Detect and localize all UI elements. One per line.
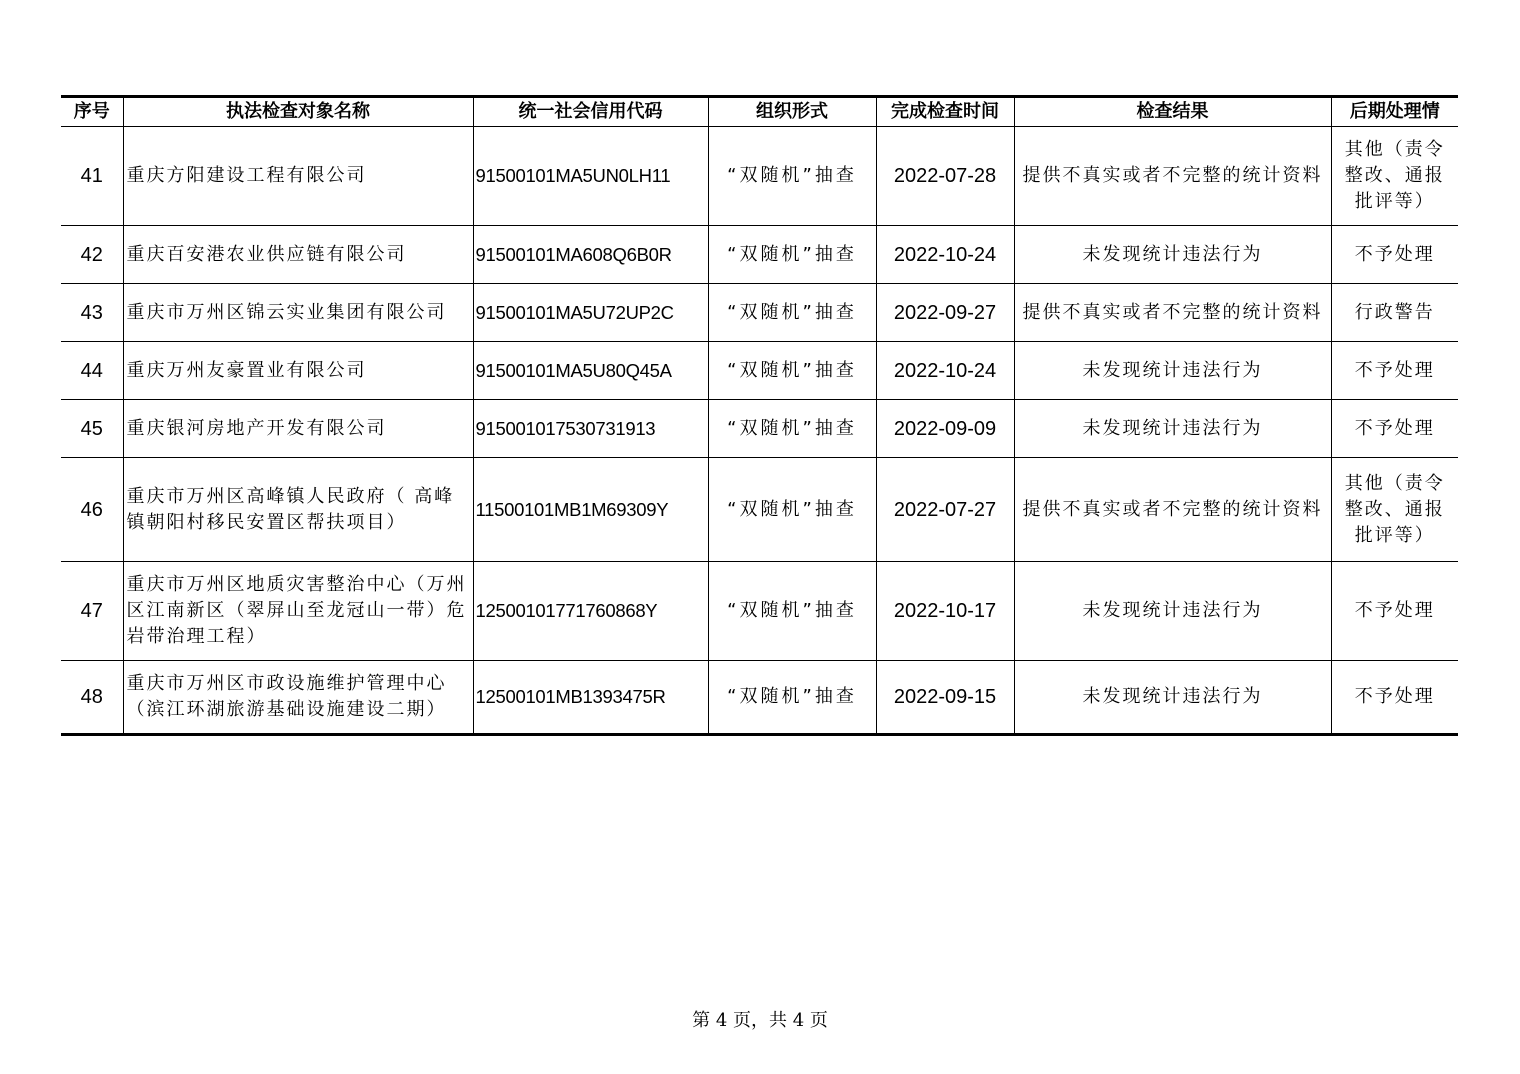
cell-follow-up: 不予处理: [1331, 226, 1458, 284]
cell-follow-up: 其他（责令整改、通报批评等）: [1331, 458, 1458, 562]
table-row: [61, 400, 1458, 458]
table-row: [61, 127, 1458, 226]
cell-org-form: “双随机”抽查: [708, 127, 876, 226]
cell-follow-up: 不予处理: [1331, 342, 1458, 400]
cell-target-name: 重庆市万州区市政设施维护管理中心（滨江环湖旅游基础设施建设二期）: [123, 661, 473, 735]
cell-credit-code: 11500101MB1M69309Y: [473, 458, 708, 562]
cell-org-form: “双随机”抽查: [708, 562, 876, 661]
cell-target-name: 重庆市万州区高峰镇人民政府（ 高峰镇朝阳村移民安置区帮扶项目）: [123, 458, 473, 562]
cell-org-form: “双随机”抽查: [708, 661, 876, 735]
cell-follow-up: 不予处理: [1331, 400, 1458, 458]
cell-credit-code: 12500101MB1393475R: [473, 661, 708, 735]
cell-check-result: 未发现统计违法行为: [1014, 342, 1331, 400]
cell-org-form: “双随机”抽查: [708, 342, 876, 400]
cell-target-name: 重庆百安港农业供应链有限公司: [123, 226, 473, 284]
header-seq: 序号: [61, 97, 123, 127]
cell-check-result: 未发现统计违法行为: [1014, 226, 1331, 284]
cell-check-result: 提供不真实或者不完整的统计资料: [1014, 127, 1331, 226]
cell-org-form: “双随机”抽查: [708, 458, 876, 562]
cell-check-date: 2022-09-09: [876, 400, 1014, 458]
table-row: [61, 562, 1458, 661]
cell-check-date: 2022-07-27: [876, 458, 1014, 562]
cell-credit-code: 91500101MA5U72UP2C: [473, 284, 708, 342]
cell-target-name: 重庆市万州区地质灾害整治中心（万州区江南新区（翠屏山至龙冠山一带）危岩带治理工程）: [123, 562, 473, 661]
cell-seq: 42: [61, 226, 123, 284]
cell-check-result: 未发现统计违法行为: [1014, 661, 1331, 735]
cell-credit-code: 91500101MA5UN0LH11: [473, 127, 708, 226]
table-row: [61, 226, 1458, 284]
header-follow-up: 后期处理情: [1331, 97, 1458, 127]
cell-seq: 45: [61, 400, 123, 458]
cell-seq: 46: [61, 458, 123, 562]
cell-check-result: 提供不真实或者不完整的统计资料: [1014, 284, 1331, 342]
cell-follow-up: 行政警告: [1331, 284, 1458, 342]
header-check-date: 完成检查时间: [876, 97, 1014, 127]
table-row: [61, 458, 1458, 562]
cell-target-name: 重庆银河房地产开发有限公司: [123, 400, 473, 458]
cell-follow-up: 不予处理: [1331, 661, 1458, 735]
page-number-footer: 第 4 页，共 4 页: [692, 1010, 828, 1031]
cell-check-date: 2022-09-15: [876, 661, 1014, 735]
cell-follow-up: 不予处理: [1331, 562, 1458, 661]
cell-seq: 41: [61, 127, 123, 226]
cell-seq: 44: [61, 342, 123, 400]
cell-seq: 48: [61, 661, 123, 735]
cell-follow-up: 其他（责令整改、通报批评等）: [1331, 127, 1458, 226]
cell-check-date: 2022-10-24: [876, 342, 1014, 400]
cell-check-result: 提供不真实或者不完整的统计资料: [1014, 458, 1331, 562]
cell-check-date: 2022-10-17: [876, 562, 1014, 661]
cell-credit-code: 91500101MA608Q6B0R: [473, 226, 708, 284]
cell-org-form: “双随机”抽查: [708, 400, 876, 458]
header-org-form: 组织形式: [708, 97, 876, 127]
cell-credit-code: 91500101MA5U80Q45A: [473, 342, 708, 400]
table-row: [61, 342, 1458, 400]
header-credit-code: 统一社会信用代码: [473, 97, 708, 127]
cell-target-name: 重庆方阳建设工程有限公司: [123, 127, 473, 226]
cell-seq: 47: [61, 562, 123, 661]
cell-check-date: 2022-09-27: [876, 284, 1014, 342]
table-row: [61, 284, 1458, 342]
cell-check-date: 2022-10-24: [876, 226, 1014, 284]
cell-target-name: 重庆市万州区锦云实业集团有限公司: [123, 284, 473, 342]
cell-check-date: 2022-07-28: [876, 127, 1014, 226]
table-row: [61, 661, 1458, 735]
inspection-table: [61, 95, 1458, 736]
cell-credit-code: 12500101771760868Y: [473, 562, 708, 661]
header-target-name: 执法检查对象名称: [123, 97, 473, 127]
cell-org-form: “双随机”抽查: [708, 226, 876, 284]
header-row: [61, 97, 1458, 127]
cell-check-result: 未发现统计违法行为: [1014, 562, 1331, 661]
cell-check-result: 未发现统计违法行为: [1014, 400, 1331, 458]
header-check-result: 检查结果: [1014, 97, 1331, 127]
cell-target-name: 重庆万州友豪置业有限公司: [123, 342, 473, 400]
cell-credit-code: 915001017530731913: [473, 400, 708, 458]
cell-org-form: “双随机”抽查: [708, 284, 876, 342]
cell-seq: 43: [61, 284, 123, 342]
